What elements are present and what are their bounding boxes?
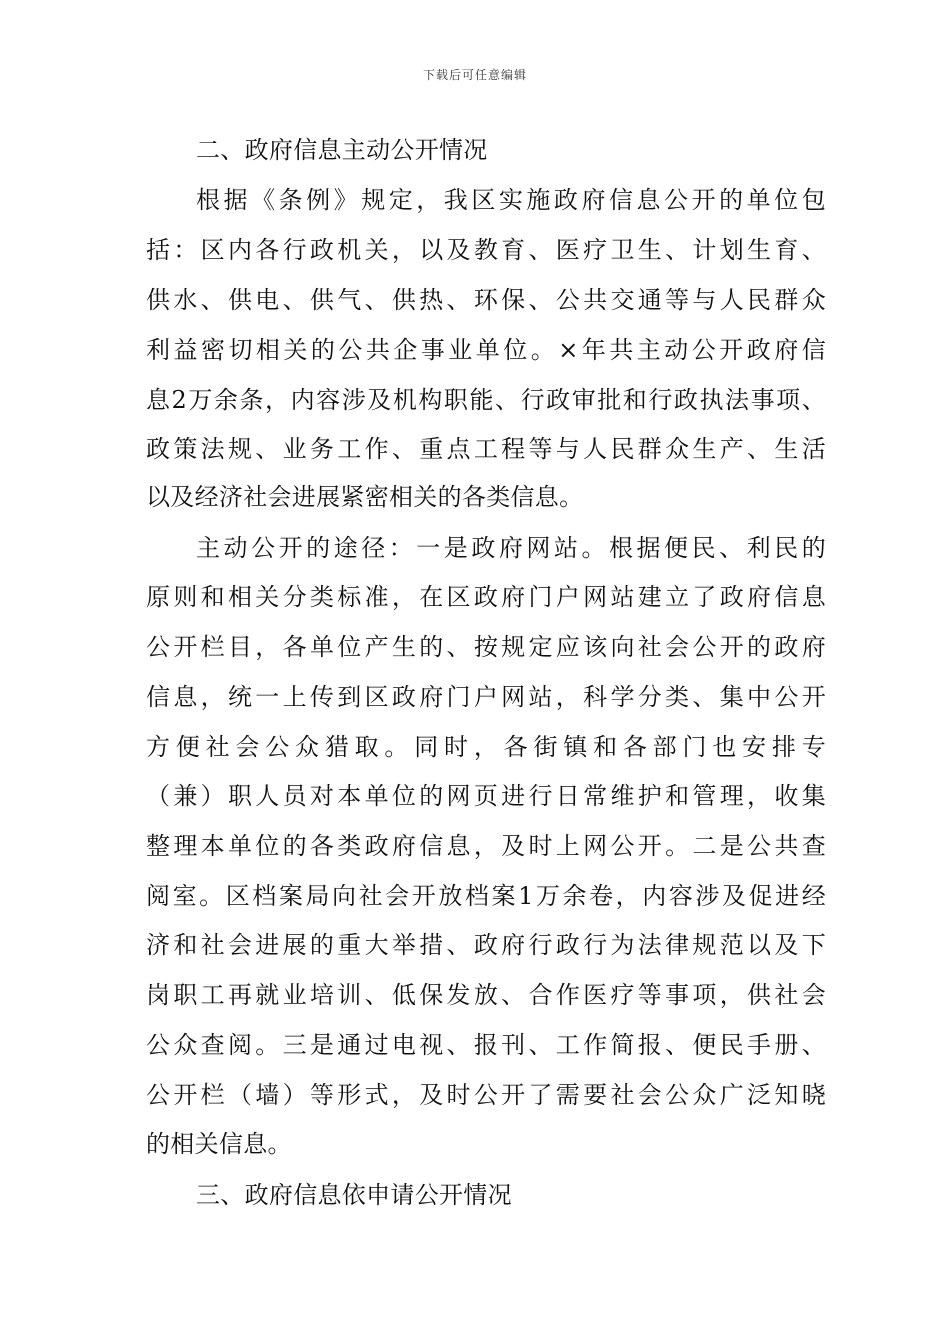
paragraph-line: 方便社会公众猎取。同时，各街镇和各部门也安排专 <box>146 733 826 761</box>
paragraph-line: 主动公开的途径：一是政府网站。根据便民、利民的 <box>196 534 826 562</box>
paragraph-line: 供水、供电、供气、供热、环保、公共交通等与人民群众 <box>146 286 826 314</box>
paragraph-line: 整理本单位的各类政府信息，及时上网公开。二是公共查 <box>146 832 826 860</box>
paragraph-line: 阅室。区档案局向社会开放档案1万余卷，内容涉及促进经 <box>146 882 826 910</box>
paragraph-line: 信息，统一上传到区政府门户网站，科学分类、集中公开 <box>146 683 826 711</box>
paragraph-line: 公开栏（墙）等形式，及时公开了需要社会公众广泛知晓 <box>146 1081 826 1109</box>
section-heading: 三、政府信息依申请公开情况 <box>196 1181 512 1209</box>
paragraph-line: 政策法规、业务工作、重点工程等与人民群众生产、生活 <box>146 435 826 463</box>
paragraph-line: 岗职工再就业培训、低保发放、合作医疗等事项，供社会 <box>146 981 826 1009</box>
paragraph-line: 公众查阅。三是通过电视、报刊、工作简报、便民手册、 <box>146 1031 826 1059</box>
paragraph-line: 的相关信息。 <box>146 1130 292 1158</box>
paragraph-line: 利益密切相关的公共企事业单位。×年共主动公开政府信 <box>146 336 826 364</box>
paragraph-line: 济和社会进展的重大举措、政府行政行为法律规范以及下 <box>146 931 826 959</box>
header-note: 下载后可任意编辑 <box>422 68 527 82</box>
paragraph-line: 括：区内各行政机关，以及教育、医疗卫生、计划生育、 <box>146 236 826 264</box>
paragraph-line: 原则和相关分类标准，在区政府门户网站建立了政府信息 <box>146 583 826 611</box>
paragraph-line: 根据《条例》规定，我区实施政府信息公开的单位包 <box>196 186 826 214</box>
paragraph-line: 息2万余条，内容涉及机构职能、行政审批和行政执法事项、 <box>146 386 826 414</box>
paragraph-line: （兼）职人员对本单位的网页进行日常维护和管理，收集 <box>146 782 826 810</box>
section-heading: 二、政府信息主动公开情况 <box>196 136 488 164</box>
paragraph-line: 公开栏目，各单位产生的、按规定应该向社会公开的政府 <box>146 633 826 661</box>
paragraph-line: 以及经济社会进展紧密相关的各类信息。 <box>146 483 584 511</box>
